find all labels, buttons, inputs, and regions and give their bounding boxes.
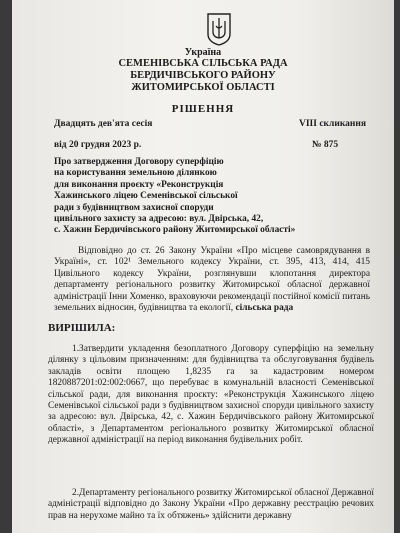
preamble-paragraph [54,246,370,314]
convocation: VIII скликання [299,119,366,129]
country-label: Україна [184,47,222,58]
preamble-text: Відповідно до ст. 26 Закону України «Про місцеве самоврядування в Україні», ст. 102¹ Земельного кодексу України, ст. 395, 413, 414, 415 Цивільного кодексу України, розглянувши клопотання директора департаменту регіонального розвитку Житомирської обласної державної адміністрації Інни Хоменко, враховуючи рекомендації постійної комісії питань земельних відносин, будівництва та екології, [54,246,370,314]
title-line: ради з будівництвом захисної споруди [54,202,214,213]
document-page [12,0,394,533]
title-line: Хажинського ліцею Семенівської сільської [54,191,238,202]
title-line: для виконання проєкту «Реконструкція [54,179,224,190]
title-line: цивільного захисту за адресою: вул. Двірська, 42, [54,214,264,225]
decision-heading: РІШЕННЯ [171,103,235,115]
item-2-paragraph: 2.Департаменту регіонального розвитку Житомирської обласної Державної адміністрації відповідно до Закону України «Про державну реєстрацію речових прав на нерухоме майно та їх обтяжень» здійснити державну [48,488,374,521]
preamble-bold: сільська рада [235,303,294,314]
item-1-paragraph: 1.Затвердити укладення безоплатного Договору суперфіцію на земельну ділянку з цільовим призначенням: для будівництва та обслуговування будівель закладів освіти площею 1,8235 га за кадастровим номером 1820887201:02:002:0667, що перебуває в комунальній власності Семенівської сільської ради, для виконання проєкту: «Реконструкція Хажинського ліцею Семенівської сільської ради з будівництвом захисної споруди цивільного захисту за адресою: вул. Двірська, 42, с. Хажин Бердичівського району Житомирської області», з Департаментом регіонального розвитку Житомирської обласної державної адміністрації на період виконання будівельних робіт. [48,344,374,446]
title-line: с. Хажин Бердичівського району Житомирської області» [54,225,296,236]
title-line: на користування земельною ділянкою [54,168,217,179]
decision-number: № 875 [312,140,339,150]
region-name: ЖИТОМИРСЬКОЇ ОБЛАСТІ [131,82,275,93]
trident-emblem-icon [206,12,232,46]
council-name: СЕМЕНІВСЬКА СІЛЬСЬКА РАДА [118,58,288,69]
resolved-heading: ВИРІШИЛА: [48,322,116,334]
decision-title [54,157,294,237]
title-line: Про затвердження Договору суперфіцію [54,157,224,167]
decision-date: від 20 грудня 2023 р. [54,140,142,150]
session-name: Двадцять дев'ята сесія [54,119,153,129]
district-name: БЕРДИЧІВСЬКОГО РАЙОНУ [130,70,276,81]
